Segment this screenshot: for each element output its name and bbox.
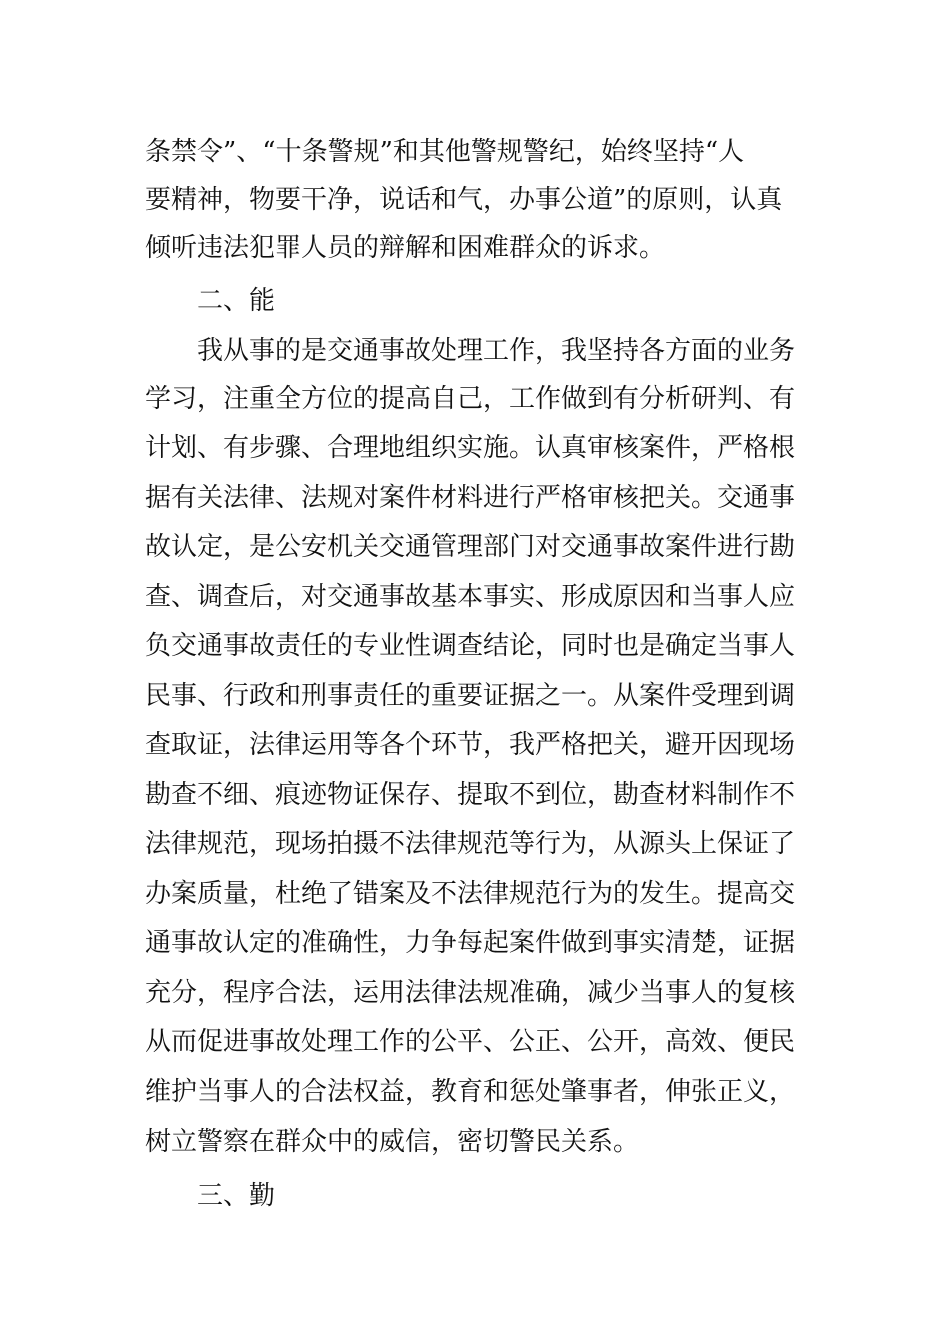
text-line: 计划、有步骤、合理地组织实施。认真审核案件，严格根 bbox=[145, 433, 796, 463]
text-line: 要精神，物要干净，说话和气，办事公道”的原则，认真 bbox=[145, 185, 783, 215]
text-line: 通事故认定的准确性，力争每起案件做到事实清楚，证据 bbox=[145, 928, 796, 958]
text-line: 查、调查后，对交通事故基本事实、形成原因和当事人应 bbox=[145, 582, 796, 612]
text-line: 勘查不细、痕迹物证保存、提取不到位，勘查材料制作不 bbox=[145, 780, 796, 810]
section-heading: 二、能 bbox=[197, 286, 276, 316]
text-line: 民事、行政和刑事责任的重要证据之一。从案件受理到调 bbox=[145, 681, 796, 711]
text-line: 维护当事人的合法权益，教育和惩处肇事者，伸张正义， bbox=[145, 1077, 796, 1107]
section-heading: 三、勤 bbox=[197, 1181, 276, 1211]
text-line: 条禁令”、“十条警规”和其他警规警纪，始终坚持“人 bbox=[145, 137, 745, 167]
text-line: 查取证，法律运用等各个环节，我严格把关，避开因现场 bbox=[145, 730, 796, 760]
text-line: 充分，程序合法，运用法律法规准确，减少当事人的复核 bbox=[145, 978, 796, 1008]
text-line: 树立警察在群众中的威信，密切警民关系。 bbox=[145, 1127, 640, 1157]
text-line: 从而促进事故处理工作的公平、公正、公开，高效、便民 bbox=[145, 1027, 796, 1057]
text-line: 倾听违法犯罪人员的辩解和困难群众的诉求。 bbox=[145, 233, 666, 263]
text-line: 办案质量，杜绝了错案及不法律规范行为的发生。提高交 bbox=[145, 879, 796, 909]
paragraph-first-line: 我从事的是交通事故处理工作，我坚持各方面的业务 bbox=[197, 336, 796, 366]
text-line: 学习，注重全方位的提高自己，工作做到有分析研判、有 bbox=[145, 384, 796, 414]
text-line: 负交通事故责任的专业性调查结论，同时也是确定当事人 bbox=[145, 631, 796, 661]
text-line: 法律规范，现场拍摄不法律规范等行为，从源头上保证了 bbox=[145, 829, 796, 859]
text-line: 故认定，是公安机关交通管理部门对交通事故案件进行勘 bbox=[145, 532, 796, 562]
text-line: 据有关法律、法规对案件材料进行严格审核把关。交通事 bbox=[145, 483, 796, 513]
